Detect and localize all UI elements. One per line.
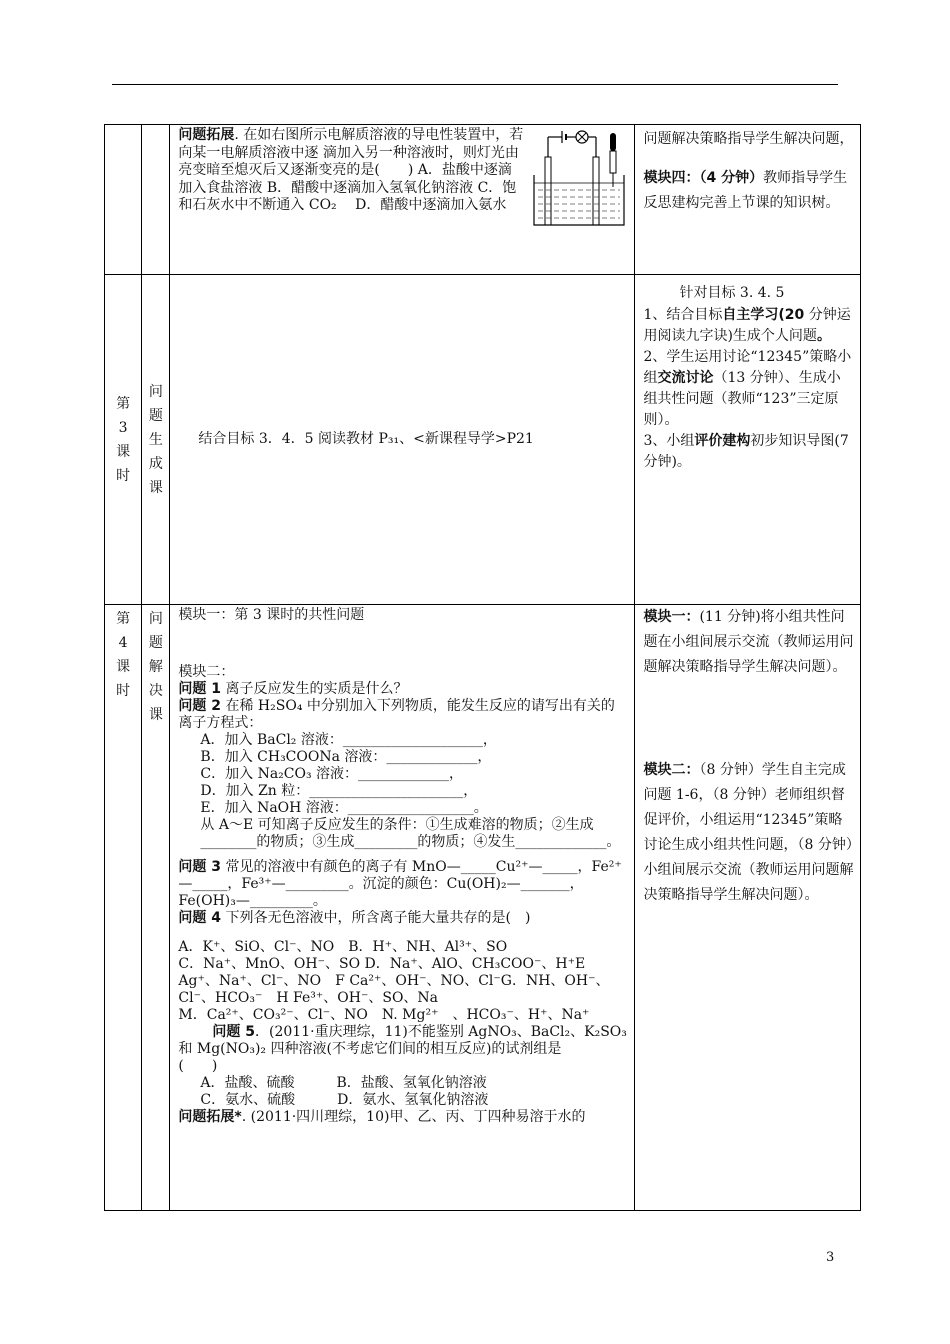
question-3 xyxy=(178,859,628,910)
period-char: 时 xyxy=(116,467,131,484)
question-3-text: 常见的溶液中有颜色的离子有 MnO—_____Cu²⁺—_____，Fe²⁺—_____，Fe³⁺—_________。沉淀的颜色：Cu(OH)₂—_______，Fe(OH)₃—_________。 xyxy=(178,859,622,909)
question-6-text: . (2011·四川理综，10)甲、乙、丙、丁四种易溶于水的 xyxy=(241,1109,586,1125)
module-two-strategy xyxy=(643,758,854,908)
electrolysis-apparatus-diagram xyxy=(530,127,628,227)
period-char: 3 xyxy=(118,419,128,436)
question-4 xyxy=(178,910,628,927)
question-4-text: 下列各无色溶液中，所含离子能大量共存的是( ) xyxy=(221,910,531,926)
type-char: 课 xyxy=(148,479,163,496)
period-char: 课 xyxy=(116,443,131,460)
table-row xyxy=(105,275,861,605)
step-three xyxy=(643,431,854,473)
step-three-emphasis: 评价建构 xyxy=(694,433,751,449)
type-char: 生 xyxy=(148,431,163,448)
step-two-prefix: 2、学生运用讨论“12345”策略小组 xyxy=(643,349,852,386)
question-4-option: A．K⁺、SiO、Cl⁻、NO B．H⁺、NH、Al³⁺、SO xyxy=(178,939,508,955)
question-6-title: 问题拓展* xyxy=(178,1109,242,1125)
strategy-cell xyxy=(635,605,861,1211)
question-2-title: 问题 2 xyxy=(178,698,222,714)
question-2-item: D．加入 Zn 粒：______________________， xyxy=(200,783,478,799)
question-5-option: C．氨水、硫酸 D．氨水、氢氧化钠溶液 xyxy=(200,1092,489,1108)
module-two-label: 模块二： xyxy=(178,664,235,680)
step-three-prefix: 3、小组 xyxy=(643,433,695,449)
period-cell xyxy=(105,605,142,1211)
question-1-title: 问题 1 xyxy=(178,681,222,697)
question-1-text: 离子反应发生的实质是什么？ xyxy=(221,681,408,697)
question-4-option: C．Na⁺、MnO、OH⁻、SO D．Na⁺、AlO、CH₃COO⁻、H⁺E Ag⁺、Na⁺、Cl⁻、NO F Ca²⁺、OH⁻、NO、Cl⁻G．NH、OH⁻、Cl⁻、HCO₃⁻ H Fe³⁺、OH⁻、SO、Na xyxy=(178,956,610,1006)
question-2 xyxy=(178,698,628,732)
question-4-title: 问题 4 xyxy=(178,910,222,926)
question-3-title: 问题 3 xyxy=(178,859,222,875)
step-one-text: 分钟运用阅读九字诀)生成个人问题 xyxy=(643,307,851,344)
question-2-text: 在稀 H₂SO₄ 中分别加入下列物质，能发生反应的请写出有关的离子方程式： xyxy=(178,698,615,731)
step-three-text: 初步知识导图(7 分钟)。 xyxy=(643,433,849,470)
type-char: 课 xyxy=(148,707,163,723)
type-char: 问 xyxy=(148,383,163,400)
period-cell xyxy=(105,275,142,605)
step-two-emphasis: 交流讨论 xyxy=(657,370,714,386)
period-char: 时 xyxy=(116,683,131,699)
question-5-option: A．盐酸、硫酸 B．盐酸、氢氧化钠溶液 xyxy=(200,1075,487,1091)
step-one xyxy=(643,305,854,347)
type-cell xyxy=(142,275,170,605)
problem-text: . 在如右图所示电解质溶液的导电性装置中，若向某一电解质溶液中逐 滴加入另一种溶液时，则灯光由亮变暗至熄灭后又逐渐变亮的是( ) A．盐酸中逐滴加入食盐溶液 B．醋酸中逐滴加入氢氧化钠溶液 C．饱和石灰水中不断通入 CO₂ D．醋酸中逐滴加入氨水 xyxy=(178,127,524,213)
type-char: 成 xyxy=(148,455,163,472)
strategy-cell xyxy=(635,275,861,605)
question-1 xyxy=(178,681,628,698)
module-one-strategy-text: (11 分钟)将小组共性问题在小组间展示交流（教师运用问题解决策略指导学生解决问题）。 xyxy=(643,609,854,675)
module-one-strategy-title: 模块一： xyxy=(643,609,700,625)
question-2-item: C．加入 Na₂CO₃ 溶液：_____________， xyxy=(200,766,464,782)
module-one-label: 模块一：第 3 课时的共性问题 xyxy=(178,607,365,623)
question-5-title: 问题 5 xyxy=(212,1024,256,1040)
type-char: 决 xyxy=(148,683,163,699)
step-one-end: 。 xyxy=(816,328,831,344)
question-5-text: ．(2011·重庆理综，11)不能鉴别 AgNO₃、BaCl₂、K₂SO₃ 和 Mg(NO₃)₂ 四种溶液(不考虑它们间的相互反应)的试剂组是 ( ) xyxy=(178,1024,632,1074)
module-four-title: 模块四：（4 分钟） xyxy=(643,170,764,186)
strategy-cell xyxy=(635,125,861,275)
module-four-text: 教师指导学生反思建构完善上节课的知识树。 xyxy=(643,170,848,211)
content-cell xyxy=(170,275,635,605)
problem-title: 问题拓展 xyxy=(178,127,235,143)
period-char: 课 xyxy=(116,659,131,675)
content-cell xyxy=(170,605,635,1211)
spacer xyxy=(643,152,854,166)
question-6 xyxy=(178,1109,628,1126)
question-2-conclusion: 从 A～E 可知离子反应发生的条件：①生成难溶的物质；②生成________的物质；③生成_________的物质；④发生_____________。 xyxy=(200,817,621,850)
type-char: 问 xyxy=(148,611,163,627)
period-char: 第 xyxy=(116,611,131,627)
type-char: 题 xyxy=(148,635,163,651)
target-label: 针对目标 3. 4. 5 xyxy=(679,285,785,301)
question-2-item: B．加入 CH₃COONa 溶液：_____________， xyxy=(200,749,492,765)
period-char: 4 xyxy=(118,635,128,651)
question-2-item: E．加入 NaOH 溶液：__________________。 xyxy=(200,800,488,816)
content-cell xyxy=(170,125,635,275)
step-two-text: （13 分钟）、生成小组共性问题（教师“123”三定原则）。 xyxy=(643,370,841,428)
lesson-plan-table xyxy=(104,124,861,1211)
table-row xyxy=(105,125,861,275)
type-char: 题 xyxy=(148,407,163,424)
question-5 xyxy=(178,1024,632,1075)
step-two xyxy=(643,347,854,431)
question-4-option: M．Ca²⁺、CO₃²⁻、Cl⁻、NO N. Mg²⁺ 、HCO₃⁻、H⁺、Na⁺ xyxy=(178,1007,590,1023)
module-one-strategy xyxy=(643,605,854,680)
type-cell xyxy=(142,125,170,275)
step-one-emphasis: 自主学习(20 xyxy=(722,307,805,323)
step-one-prefix: 1、结合目标 xyxy=(643,307,723,323)
period-cell xyxy=(105,125,142,275)
module-two-strategy-title: 模块二： xyxy=(643,762,700,778)
table-row xyxy=(105,605,861,1211)
question-2-item: A．加入 BaCl₂ 溶液：____________________， xyxy=(200,732,497,748)
header-rule xyxy=(112,84,838,85)
module-four xyxy=(643,166,854,216)
type-char: 解 xyxy=(148,659,163,675)
period-char: 第 xyxy=(116,395,131,412)
strategy-intro: 问题解决策略指导学生解决问题， xyxy=(643,131,854,147)
reading-assignment: 结合目标 3．4．5 阅读教材 P₃₁、<新课程导学>P21 xyxy=(198,430,534,447)
module-two-strategy-text: （8 分钟）学生自主完成问题 1-6，（8 分钟）老师组织督促评价，小组运用“12345”策略讨论生成小组共性问题，（8 分钟）小组间展示交流（教师运用问题解决策略指导学生解决问题）。 xyxy=(643,762,854,903)
type-cell xyxy=(142,605,170,1211)
page-number: 3 xyxy=(826,1250,835,1265)
